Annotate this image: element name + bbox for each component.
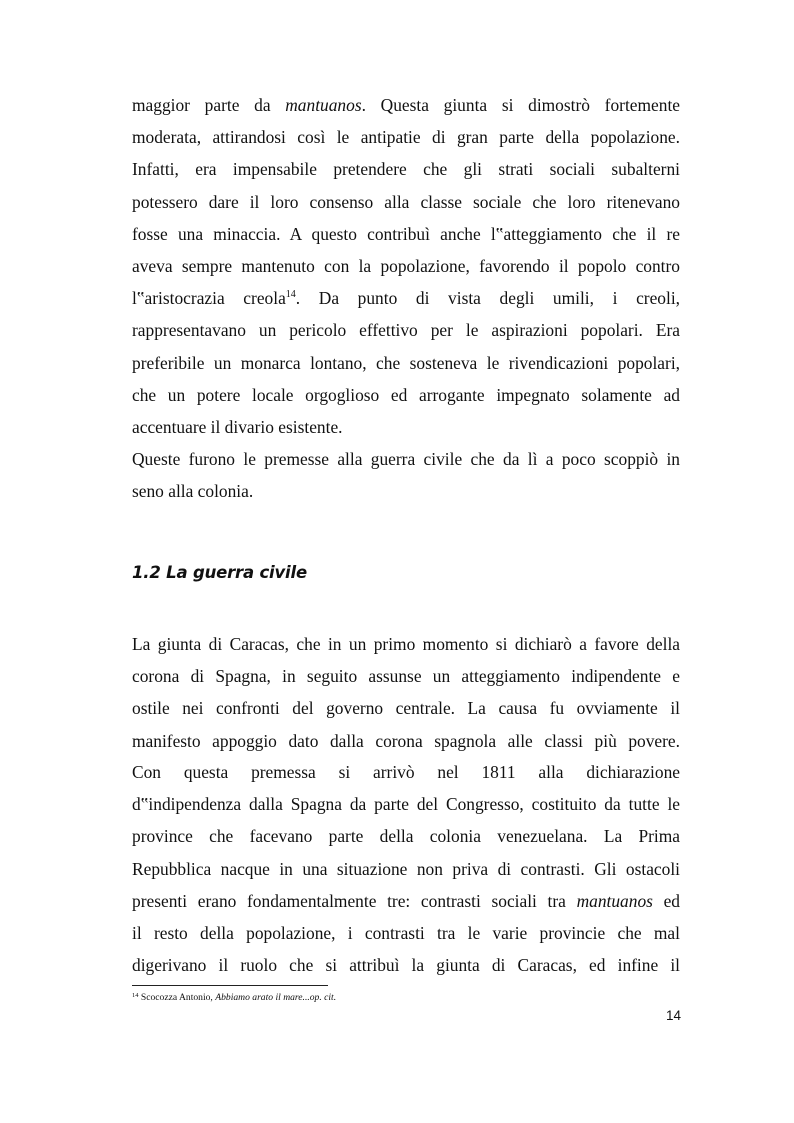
text-run: fosse una minaccia. A questo contribuì anche l‟atteggiamento che il re <box>132 223 680 244</box>
footnote <box>132 992 336 1004</box>
text-run: province che facevano parte della colonia venezuelana. La Prima <box>132 826 680 847</box>
text-line <box>132 89 680 121</box>
text-line <box>132 186 680 218</box>
text-line <box>132 282 680 314</box>
text-line <box>132 121 680 153</box>
text-line <box>132 250 680 282</box>
text-run: moderata, attirandosi così le antipatie di gran parte della popolazione. <box>132 127 680 148</box>
text-line <box>132 660 680 692</box>
text-line <box>132 853 680 885</box>
paragraph-1 <box>132 89 680 443</box>
text-run: ostile nei confronti del governo centrale. La causa fu ovviamente il <box>132 698 680 719</box>
text-line <box>132 314 680 346</box>
footnote-title: Abbiamo arato il mare...op. cit. <box>215 992 337 1003</box>
text-line <box>132 628 680 660</box>
text-run: Queste furono le premesse alla guerra civile che da lì a poco scoppiò in <box>132 449 680 469</box>
text-run: presenti erano fondamentalmente tre: contrasti sociali tra <box>132 890 577 911</box>
text-run: . Da punto di vista degli umili, i creoli, <box>295 288 681 309</box>
text-line <box>132 347 680 379</box>
text-line <box>132 917 680 949</box>
text-run: maggior parte da <box>132 95 286 115</box>
text-run: Repubblica nacque in una situazione non priva di contrasti. Gli ostacoli <box>132 858 680 879</box>
text-run: Con questa premessa si arrivò nel 1811 alla dichiarazione <box>132 762 680 782</box>
section-heading: 1.2 La guerra civile <box>132 563 307 582</box>
text-run: manifesto appoggio dato dalla corona spagnola alle classi più povere. <box>132 730 680 751</box>
text-line <box>132 692 680 724</box>
text-line <box>132 820 680 852</box>
text-line <box>132 153 680 185</box>
text-run: preferibile un monarca lontano, che sosteneva le rivendicazioni popolari, <box>132 352 680 373</box>
text-line <box>132 756 680 788</box>
footnote-author: Scocozza Antonio, <box>138 992 216 1003</box>
text-line <box>132 885 680 917</box>
paragraph-2 <box>132 443 680 507</box>
footnote-reference: 14 <box>285 289 296 301</box>
footnote-number: 14 <box>132 992 139 999</box>
text-run: rappresentavano un pericolo effettivo per le aspirazioni popolari. Era <box>132 320 680 341</box>
text-run: corona di Spagna, in seguito assunse un atteggiamento indipendente e <box>132 666 680 687</box>
text-run: La giunta di Caracas, che in un primo momento si dichiarò a favore della <box>132 634 680 654</box>
text-run: l‟aristocrazia creola <box>132 288 286 309</box>
text-run: accentuare il divario esistente. <box>132 416 343 437</box>
text-run: il resto della popolazione, i contrasti tra le varie provincie che mal <box>132 922 680 943</box>
text-line <box>132 411 680 443</box>
text-run: potessero dare il loro consenso alla classe sociale che loro ritenevano <box>132 191 680 212</box>
paragraph-3 <box>132 628 680 757</box>
text-run: che un potere locale orgoglioso ed arrogante impegnato solamente ad <box>132 384 680 405</box>
text-run: aveva sempre mantenuto con la popolazione, favorendo il popolo contro <box>132 255 680 276</box>
text-run: seno alla colonia. <box>132 481 254 502</box>
text-run: . Questa giunta si dimostrò fortemente <box>361 95 680 115</box>
text-line <box>132 443 680 475</box>
italic-term: mantuanos <box>285 95 362 115</box>
text-run: digerivano il ruolo che si attribuì la giunta di Caracas, ed infine il <box>132 955 680 976</box>
footnote-separator <box>132 985 328 986</box>
italic-term: mantuanos <box>576 890 653 911</box>
text-run: ed <box>652 890 681 911</box>
text-run: Infatti, era impensabile pretendere che gli strati sociali subalterni <box>132 159 680 180</box>
text-run: d‟indipendenza dalla Spagna da parte del Congresso, costituito da tutte le <box>132 794 680 815</box>
text-line <box>132 379 680 411</box>
text-line <box>132 218 680 250</box>
paragraph-4 <box>132 756 680 981</box>
text-line <box>132 949 680 981</box>
page-number: 14 <box>665 1008 681 1023</box>
text-line <box>132 788 680 820</box>
text-line <box>132 725 680 757</box>
text-line <box>132 475 680 507</box>
